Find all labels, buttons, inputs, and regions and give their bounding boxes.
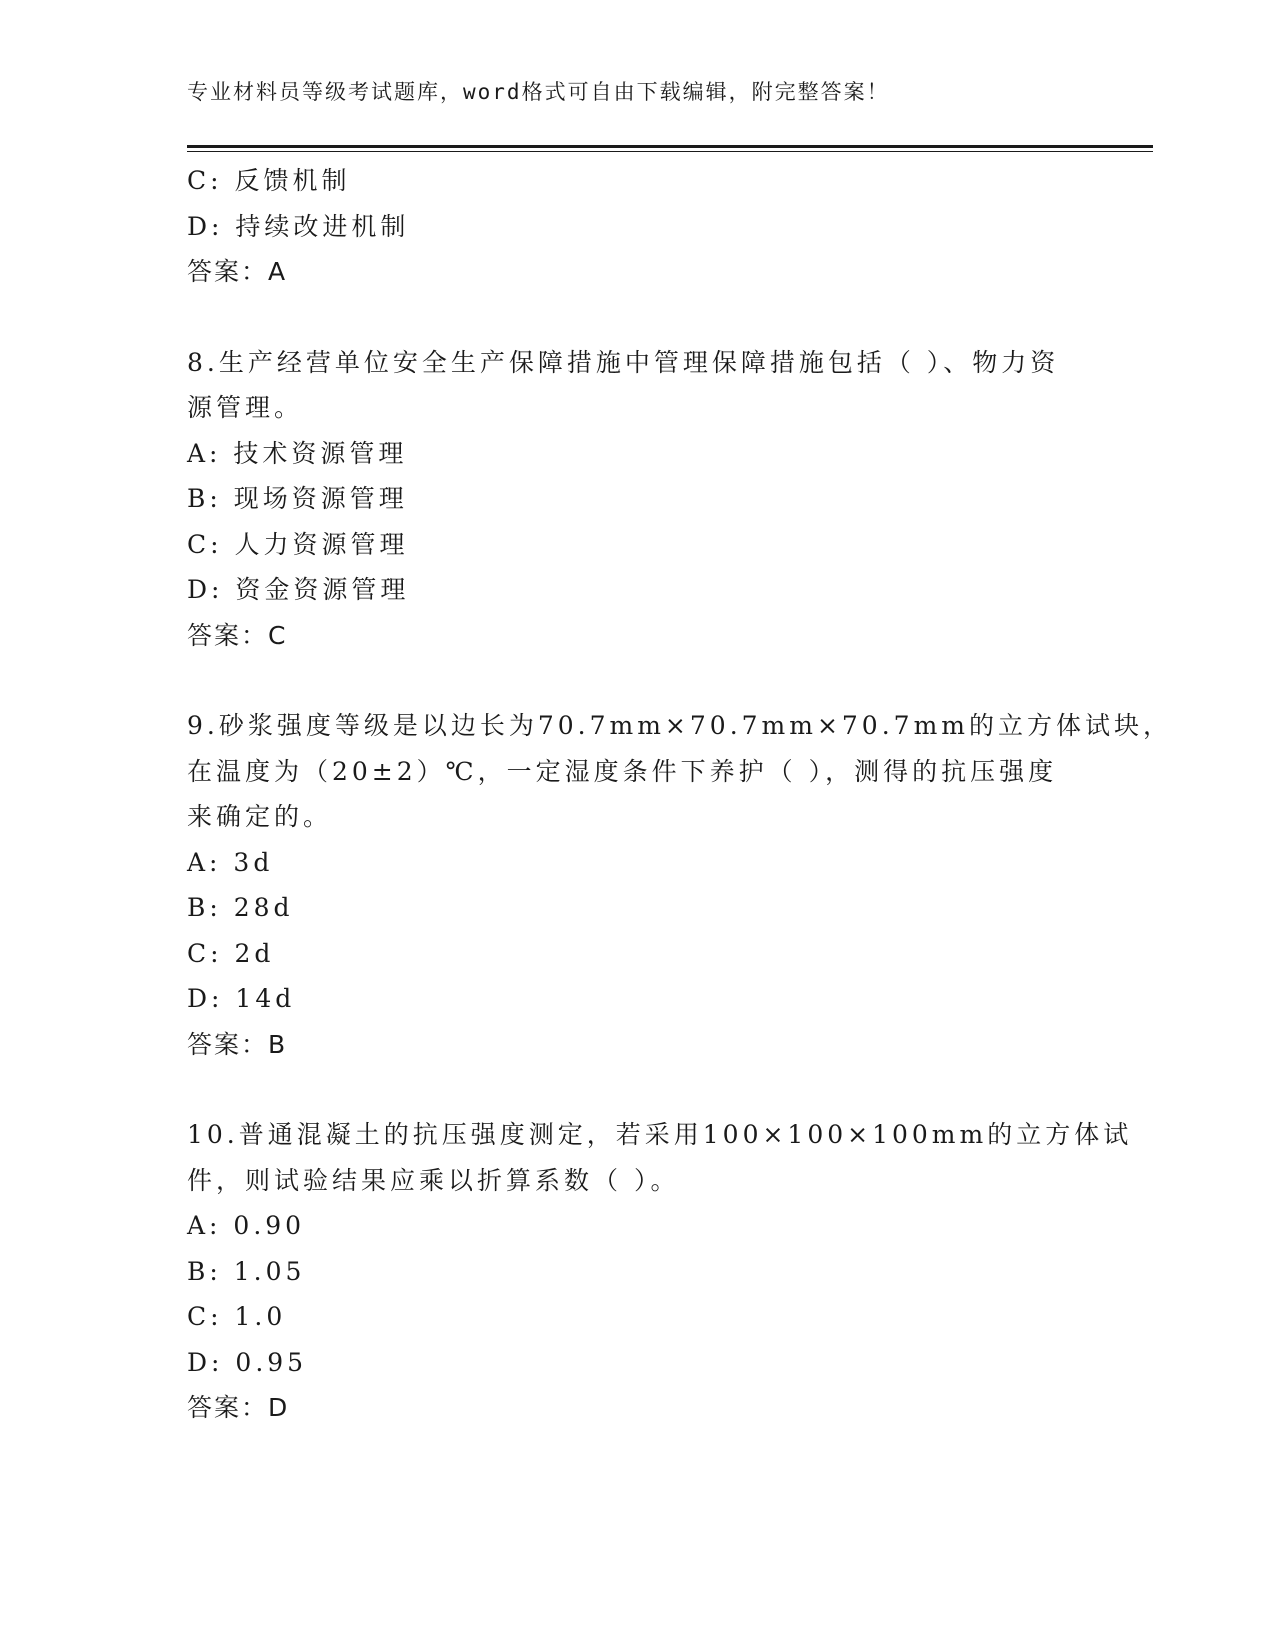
page-header: 专业材料员等级考试题库，word格式可自由下载编辑，附完整答案！	[187, 80, 890, 104]
answer-line: 答案：D	[187, 1393, 290, 1422]
header-rule-thin	[187, 151, 1153, 152]
option-d: D: 14d	[187, 984, 296, 1013]
question-stem-line: 来确定的。	[187, 802, 333, 831]
option-a: A: 3d	[187, 847, 274, 877]
question-stem-line: 在温度为（20±2）℃，一定湿度条件下养护（ ），测得的抗压强度	[187, 756, 1058, 786]
answer-line: 答案：A	[187, 257, 288, 286]
option-b: B: 1.05	[187, 1256, 306, 1286]
question-list	[187, 158, 1172, 1431]
option-c: C: 反馈机制	[187, 166, 351, 195]
question-stem-line: 10.普通混凝土的抗压强度测定，若采用100×100×100mm的立方体试	[187, 1120, 1133, 1149]
question-stem-line: 8.生产经营单位安全生产保障措施中管理保障措施包括（ ）、物力资	[187, 347, 1060, 377]
option-d: D: 0.95	[187, 1347, 308, 1377]
question-stem-line: 件，则试验结果应乘以折算系数（ ）。	[187, 1165, 680, 1195]
question-stem-line: 源管理。	[187, 393, 304, 422]
option-b: B: 28d	[187, 893, 294, 922]
answer-line: 答案：C	[187, 620, 288, 650]
question-10	[187, 1112, 1133, 1431]
option-c: C: 1.0	[187, 1302, 287, 1331]
question-7-continued	[187, 158, 1087, 295]
option-b: B: 现场资源管理	[187, 484, 408, 513]
option-c: C: 人力资源管理	[187, 529, 409, 559]
option-d: D: 资金资源管理	[187, 575, 410, 604]
option-a: A: 技术资源管理	[187, 438, 408, 468]
answer-line: 答案：B	[187, 1029, 288, 1059]
question-8	[187, 340, 1087, 659]
header-rule-thick	[187, 145, 1153, 148]
option-d: D: 持续改进机制	[187, 211, 410, 241]
question-stem-line: 9.砂浆强度等级是以边长为70.7mm×70.7mm×70.7mm的立方体试块，	[187, 711, 1172, 740]
option-a: A: 0.90	[187, 1211, 306, 1240]
option-c: C: 2d	[187, 938, 275, 968]
question-9	[187, 703, 1172, 1067]
